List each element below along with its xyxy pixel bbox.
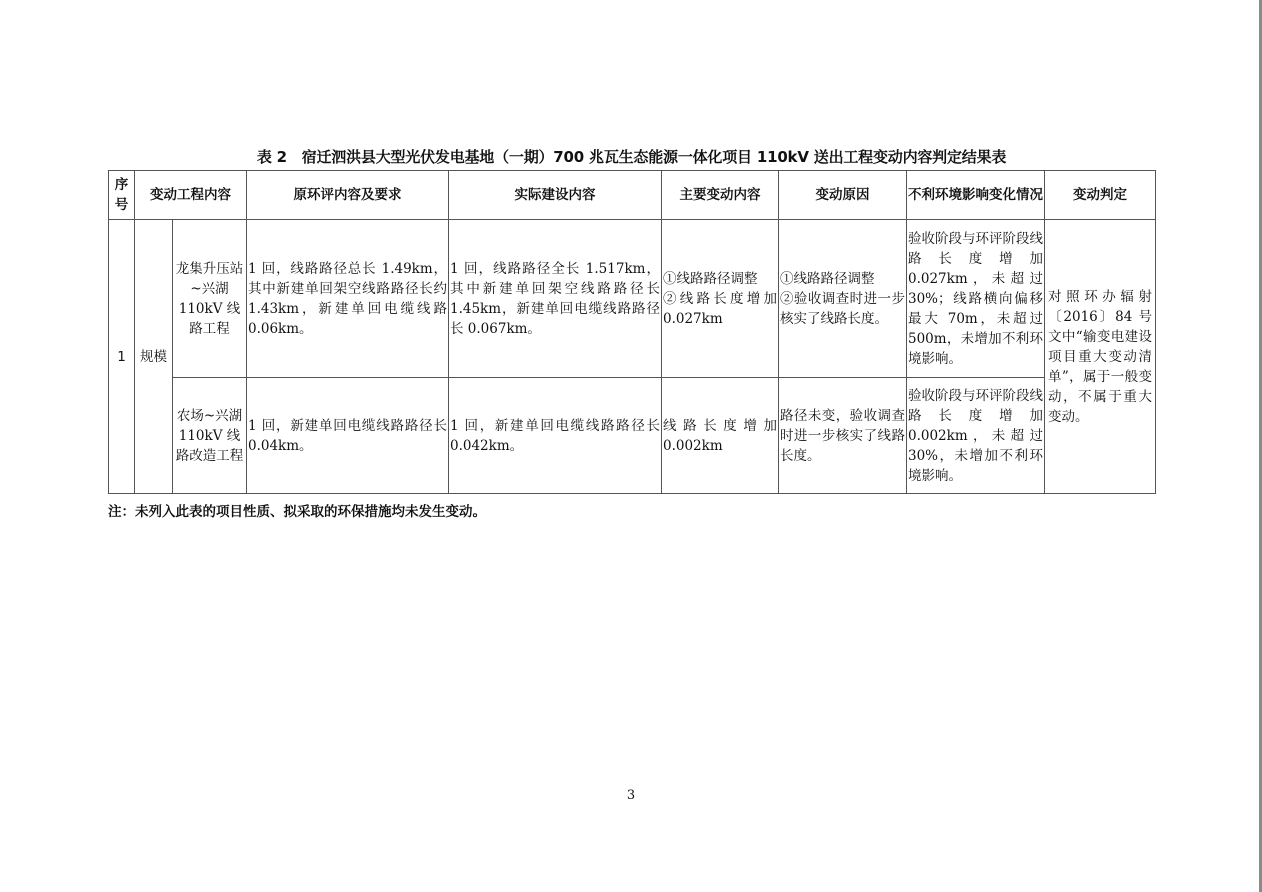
original-cell: 1 回，线路路径总长 1.49km，其中新建单回架空线路路径长约 1.43km，新建单回电缆线路 0.06km。 [247,220,449,378]
header-reason: 变动原因 [779,171,907,220]
reason-cell: ①线路路径调整 ②验收调查时进一步核实了线路长度。 [779,220,907,378]
header-main-change: 主要变动内容 [662,171,779,220]
impact-cell: 验收阶段与环评阶段线路长度增加 0.027km，未超过 30%；线路横向偏移最大 70m，未超过 500m，未增加不利环境影响。 [907,220,1045,378]
table-row [109,378,1156,494]
header-judgment: 变动判定 [1045,171,1156,220]
actual-cell: 1 回，新建单回电缆线路路径长 0.042km。 [449,378,662,494]
table-title: 表 2 宿迁泗洪县大型光伏发电基地（一期）700 兆瓦生态能源一体化项目 110kV 送出工程变动内容判定结果表 [256,148,1007,166]
impact-cell: 验收阶段与环评阶段线路长度增加 0.002km，未超过 30%，未增加不利环境影响。 [907,378,1045,494]
seq-cell: 1 [109,220,135,494]
category-cell: 规模 [135,220,173,494]
project-cell: 龙集升压站~兴湖 110kV 线路工程 [173,220,247,378]
header-impact: 不利环境影响变化情况 [907,171,1045,220]
actual-cell: 1 回，线路路径全长 1.517km，其中新建单回架空线路路径长 1.45km，新建单回电缆线路路径长 0.067km。 [449,220,662,378]
main-change-cell: ①线路路径调整 ②线路长度增加 0.027km [662,220,779,378]
project-cell: 农场~兴湖 110kV 线路改造工程 [173,378,247,494]
table-note: 注：未列入此表的项目性质、拟采取的环保措施均未发生变动。 [108,504,486,520]
header-seq: 序号 [109,171,135,220]
header-original: 原环评内容及要求 [247,171,449,220]
page-number: 3 [626,788,636,803]
original-cell: 1 回，新建单回电缆线路路径长 0.04km。 [247,378,449,494]
change-judgment-table [108,170,1156,494]
header-actual: 实际建设内容 [449,171,662,220]
main-change-cell: 线路长度增加 0.002km [662,378,779,494]
judgment-cell: 对照环办辐射〔2016〕84 号文中“输变电建设项目重大变动清单”，属于一般变动，不属于重大变动。 [1045,220,1156,494]
table-header-row [109,171,1156,220]
header-item: 变动工程内容 [135,171,247,220]
reason-cell: 路径未变，验收调查时进一步核实了线路长度。 [779,378,907,494]
table-row [109,220,1156,378]
